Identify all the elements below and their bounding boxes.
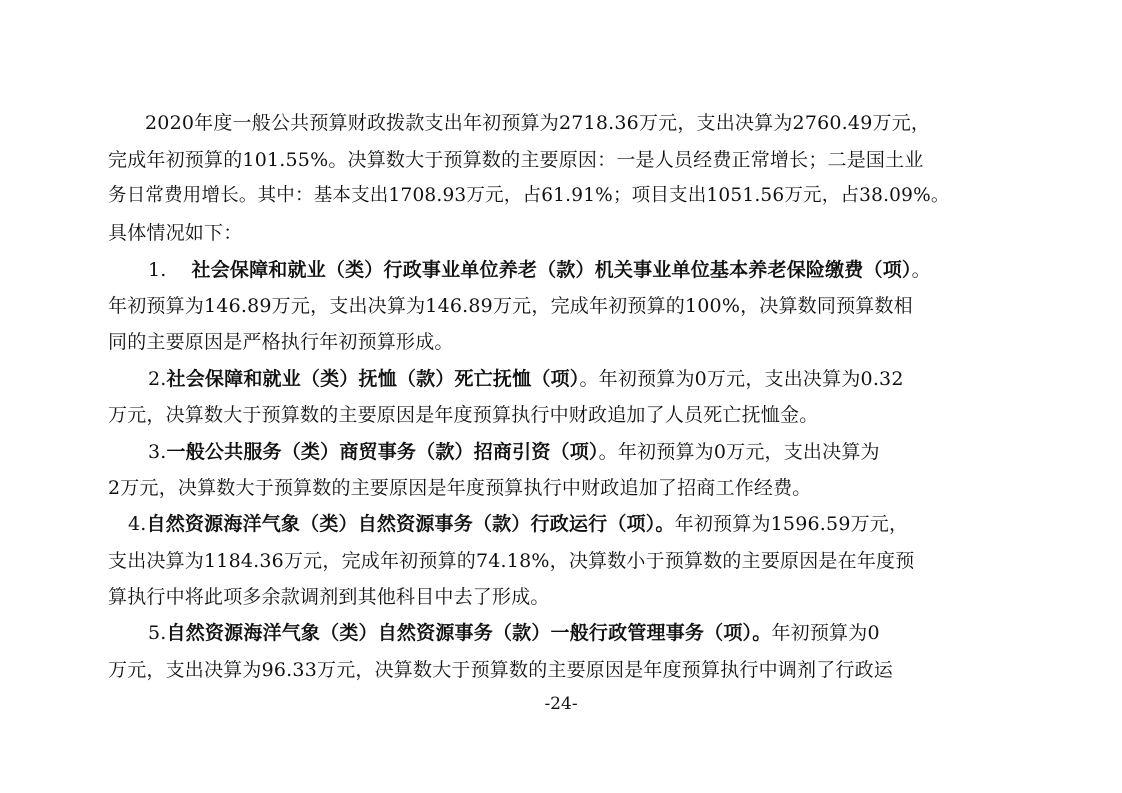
item5-number: 5. [148,622,167,644]
item3-line-2: 2万元，决算数大于预算数的主要原因是年度预算执行中财政追加了招商工作经费。 [108,477,812,499]
item1-after: 。 [911,259,931,281]
intro-line-2: 完成年初预算的101.55%。决算数大于预算数的主要原因：一是人员经费正常增长；二是国土业 [108,149,924,171]
item4-after: 年初预算为1596.59万元， [674,513,909,535]
item5-line-1 [148,621,880,645]
intro-line-1: 2020年度一般公共预算财政拨款支出年初预算为2718.36万元，支出决算为2760.49万元， [145,112,931,134]
item4-line-3: 算执行中将此项多余款调剂到其他科目中去了形成。 [108,586,550,608]
item4-line-1 [128,512,908,536]
item5-heading: 自然资源海洋气象（类）自然资源事务（款）一般行政管理事务（项）。 [166,622,772,644]
item1-heading: 社会保障和就业（类）行政事业单位养老（款）机关事业单位基本养老保险缴费（项） [191,259,912,281]
item1-line-3: 同的主要原因是严格执行年初预算形成。 [108,331,454,353]
item2-heading: 社会保障和就业（类）抚恤（款）死亡抚恤（项） [166,368,580,390]
item2-line-1 [148,367,904,391]
item3-line-1 [148,440,880,464]
item5-after: 年初预算为0 [771,622,880,644]
item4-heading: 自然资源海洋气象（类）自然资源事务（款）行政运行（项）。 [146,513,675,535]
item2-line-2: 万元，决算数大于预算数的主要原因是年度预算执行中财政追加了人员死亡抚恤金。 [108,404,819,426]
item2-after: 。年初预算为0万元，支出决算为0.32 [579,368,904,390]
item3-after: 。年初预算为0万元，支出决算为 [598,441,880,463]
item1-line-1 [148,258,931,282]
item4-line-2: 支出决算为1184.36万元，完成年初预算的74.18%，决算数小于预算数的主要原因是在年度预 [108,550,915,572]
item1-line-2: 年初预算为146.89万元，支出决算为146.89万元，完成年初预算的100%，决算数同预算数相 [108,295,913,317]
item2-number: 2. [148,368,167,390]
page-number: -24- [544,694,578,714]
item1-number: 1. [148,259,167,281]
item4-number: 4. [128,513,147,535]
item3-number: 3. [148,441,167,463]
item5-line-2: 万元，支出决算为96.33万元，决算数大于预算数的主要原因是年度预算执行中调剂了行政运 [108,659,893,681]
intro-line-4: 具体情况如下： [108,222,243,244]
item3-heading: 一般公共服务（类）商贸事务（款）招商引资（项） [166,441,599,463]
intro-line-3: 务日常费用增长。其中：基本支出1708.93万元，占61.91%；项目支出1051.56万元，占38.09%。 [108,185,950,206]
